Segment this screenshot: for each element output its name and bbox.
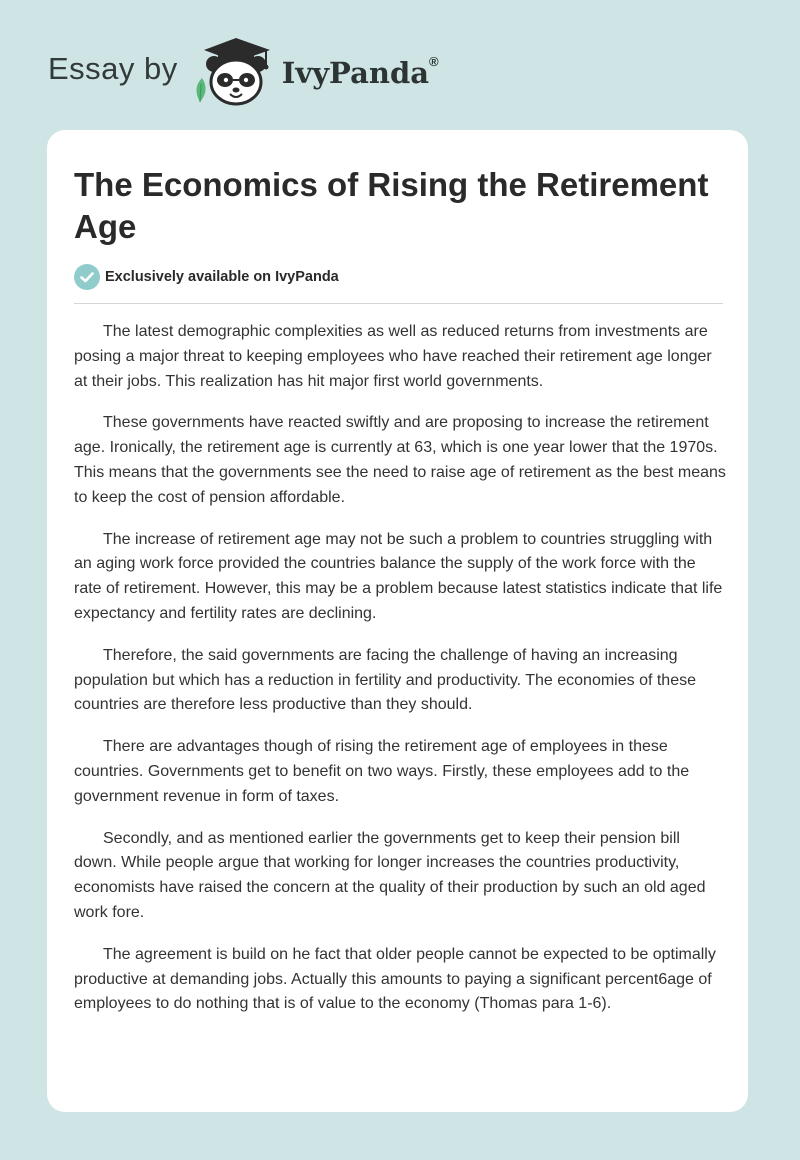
exclusive-badge-text: Exclusively available on IvyPanda: [105, 269, 339, 285]
essay-card: [47, 130, 748, 1112]
registered-mark: ®: [429, 54, 439, 69]
brand-name[interactable]: [282, 56, 439, 90]
paragraph: The latest demographic complexities as well as reduced returns from investments are posing a major threat to keeping employees who have reached their retirement age longer at their jobs. This realization has hit major first world governments.: [74, 323, 712, 390]
exclusive-badge: [74, 264, 339, 290]
paragraph: These governments have reacted swiftly and are proposing to increase the retirement age. Ironically, the retirement age is currently at 63, which is one year lower that the 1970s. This means that the governments see the need to raise age of retirement as the best means to keep the cost of pension affordable.: [74, 414, 726, 506]
panda-logo-icon[interactable]: [190, 36, 278, 108]
paragraph: The increase of retirement age may not be such a problem to countries struggling with an aging work force provided the countries balance the supply of the work force with the rate of retirement. However, this may be a problem because latest statistics indicate that life expectancy and fertility rates are declining.: [74, 530, 723, 622]
paragraph: Therefore, the said governments are facing the challenge of having an increasing population but which has a reduction in fertility and productivity. The economies of these countries are therefore less productive than they should.: [74, 646, 696, 714]
brand-text: IvyPanda: [281, 56, 430, 90]
paragraph: The agreement is build on he fact that older people cannot be expected to be optimally productive at demanding jobs. Actually this amounts to paying a significant percent6age of employees to do nothing that is of value to the economy (Thomas para 1-6).: [74, 945, 716, 1013]
paragraph: Secondly, and as mentioned earlier the governments get to keep their pension bill down. While people argue that working for longer increases the countries productivity, economists have raised the concern at the quality of their production by such an old aged work fore.: [74, 829, 706, 921]
paragraph: There are advantages though of rising the retirement age of employees in these countries. Governments get to benefit on two ways. Firstly, these employees add to the government revenue in form of taxes.: [74, 738, 690, 805]
check-icon: [74, 264, 100, 290]
essay-title: The Economics of Rising the Retirement Age: [74, 166, 709, 245]
essay-body: [74, 320, 726, 1034]
essay-by-label: Essay by: [48, 51, 178, 86]
divider: [74, 303, 723, 304]
site-header: [48, 36, 439, 108]
